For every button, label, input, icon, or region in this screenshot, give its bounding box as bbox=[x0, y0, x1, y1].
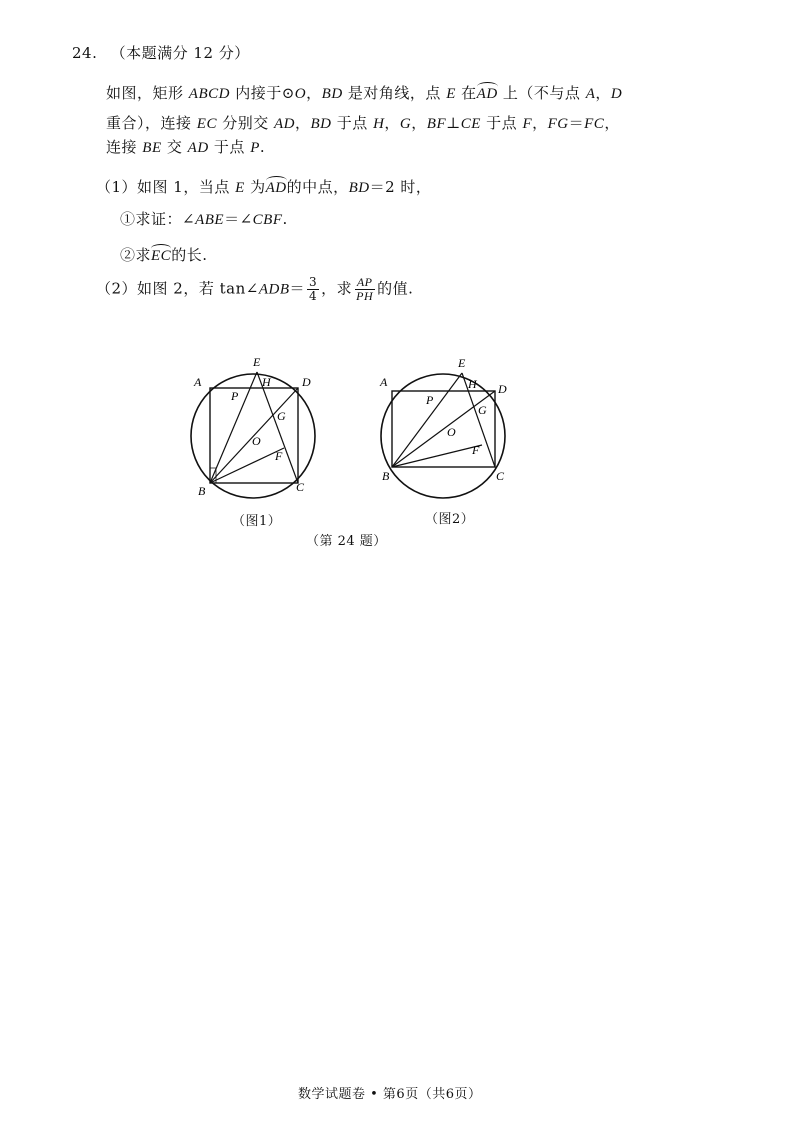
label-o: O bbox=[447, 425, 456, 439]
label-d: D bbox=[302, 375, 311, 389]
text: 为 bbox=[244, 178, 266, 196]
label-d: D bbox=[498, 382, 507, 396]
text: ， bbox=[595, 84, 611, 102]
math: BD bbox=[348, 180, 370, 196]
math: BD bbox=[310, 116, 332, 132]
fraction-numerator: 3 bbox=[309, 275, 318, 289]
math: A bbox=[585, 86, 596, 102]
text: ， bbox=[532, 114, 548, 132]
stem-line-1 bbox=[106, 82, 622, 103]
label-a: A bbox=[380, 375, 388, 389]
text: 是对角线，点 bbox=[342, 84, 447, 102]
part1-sub1 bbox=[120, 208, 288, 229]
text: ②求 bbox=[120, 246, 152, 264]
page-footer: 数学试题卷 • 第6页（共6页） bbox=[298, 1087, 482, 1102]
text: 在 bbox=[455, 84, 477, 102]
stem-line-3 bbox=[106, 136, 265, 157]
part1-sub2 bbox=[120, 244, 207, 265]
segment-bf bbox=[210, 448, 284, 483]
figure-1-caption: （图1） bbox=[232, 514, 282, 529]
text: 于点 bbox=[480, 114, 523, 132]
arc-ad: AD bbox=[265, 180, 287, 196]
text: ， bbox=[604, 114, 620, 132]
label-p: P bbox=[231, 389, 239, 403]
figure-2-caption: （图2） bbox=[425, 512, 475, 527]
text: 的值. bbox=[377, 279, 414, 298]
text: 的长. bbox=[171, 246, 208, 264]
ratio-fraction bbox=[354, 276, 375, 303]
math: BD bbox=[321, 86, 343, 102]
math: O bbox=[294, 86, 307, 102]
math: AD bbox=[187, 140, 209, 156]
text: 于点 bbox=[331, 114, 374, 132]
arc-ec: EC bbox=[151, 248, 172, 264]
math: FC bbox=[584, 116, 605, 132]
text: 分别交 bbox=[216, 114, 274, 132]
arc-ad: AD bbox=[476, 86, 498, 102]
stem-line-2 bbox=[106, 112, 620, 133]
label-c: C bbox=[496, 469, 505, 483]
math: D bbox=[610, 86, 623, 102]
text: ，求 bbox=[321, 279, 353, 298]
fraction-denominator: PH bbox=[356, 289, 374, 303]
text: （1）如图 1，当点 bbox=[96, 178, 236, 196]
math: ABCD bbox=[188, 86, 230, 102]
math: E bbox=[446, 86, 456, 102]
text: ＝ bbox=[289, 279, 306, 298]
math: FG bbox=[547, 116, 569, 132]
math: CBF bbox=[252, 212, 283, 228]
text: ＝∠ bbox=[224, 210, 253, 228]
score-note: （本题满分 12 分） bbox=[110, 44, 250, 62]
text: ①求证：∠ bbox=[120, 210, 196, 228]
label-h: H bbox=[262, 375, 271, 389]
math: P bbox=[250, 140, 260, 156]
problem-number: 24. bbox=[72, 44, 98, 62]
math: F bbox=[522, 116, 533, 132]
text: 上（不与点 bbox=[497, 84, 586, 102]
math: H bbox=[373, 116, 385, 132]
label-f: F bbox=[275, 449, 283, 463]
circle-o bbox=[381, 374, 505, 498]
text: ， bbox=[295, 114, 311, 132]
label-f: F bbox=[472, 443, 480, 457]
text: ⊥ bbox=[446, 114, 461, 132]
math: ADB bbox=[258, 281, 290, 298]
label-h: H bbox=[468, 377, 477, 391]
text: 如图，矩形 bbox=[106, 84, 189, 102]
text: . bbox=[259, 138, 266, 156]
label-g: G bbox=[277, 409, 286, 423]
math: EC bbox=[196, 116, 217, 132]
math: CE bbox=[460, 116, 481, 132]
label-e: E bbox=[253, 355, 261, 369]
math: BE bbox=[142, 140, 162, 156]
label-c: C bbox=[296, 480, 305, 494]
text: . bbox=[282, 210, 288, 228]
math: G bbox=[399, 116, 412, 132]
tan-fraction bbox=[307, 276, 319, 303]
label-g: G bbox=[478, 403, 487, 417]
label-b: B bbox=[198, 484, 206, 498]
text: ， bbox=[306, 84, 322, 102]
label-e: E bbox=[458, 356, 466, 370]
math: AD bbox=[274, 116, 295, 132]
fraction-denominator: 4 bbox=[309, 289, 318, 303]
figure-1-diagram bbox=[180, 348, 340, 508]
text: 连接 bbox=[106, 138, 143, 156]
text: 的中点， bbox=[286, 178, 349, 196]
text: 内接于⊙ bbox=[229, 84, 295, 102]
text: ＝2 时， bbox=[369, 178, 432, 196]
label-p: P bbox=[426, 393, 434, 407]
figure-2-diagram bbox=[370, 348, 530, 508]
text: （2）如图 2，若 tan∠ bbox=[96, 279, 259, 298]
part2-line bbox=[96, 276, 413, 303]
text: 交 bbox=[161, 138, 188, 156]
part1-line bbox=[96, 176, 431, 197]
text: 重合），连接 bbox=[106, 114, 197, 132]
text: ， bbox=[411, 114, 427, 132]
text: 于点 bbox=[208, 138, 251, 156]
problem-header bbox=[72, 42, 250, 63]
label-b: B bbox=[382, 469, 390, 483]
label-o: O bbox=[252, 434, 261, 448]
math: ABE bbox=[195, 212, 225, 228]
text: ， bbox=[384, 114, 400, 132]
math: BF bbox=[426, 116, 447, 132]
label-a: A bbox=[194, 375, 202, 389]
text: ＝ bbox=[568, 114, 585, 132]
fraction-numerator: AP bbox=[356, 275, 373, 289]
problem-caption: （第 24 题） bbox=[306, 534, 387, 549]
math: E bbox=[235, 180, 245, 196]
